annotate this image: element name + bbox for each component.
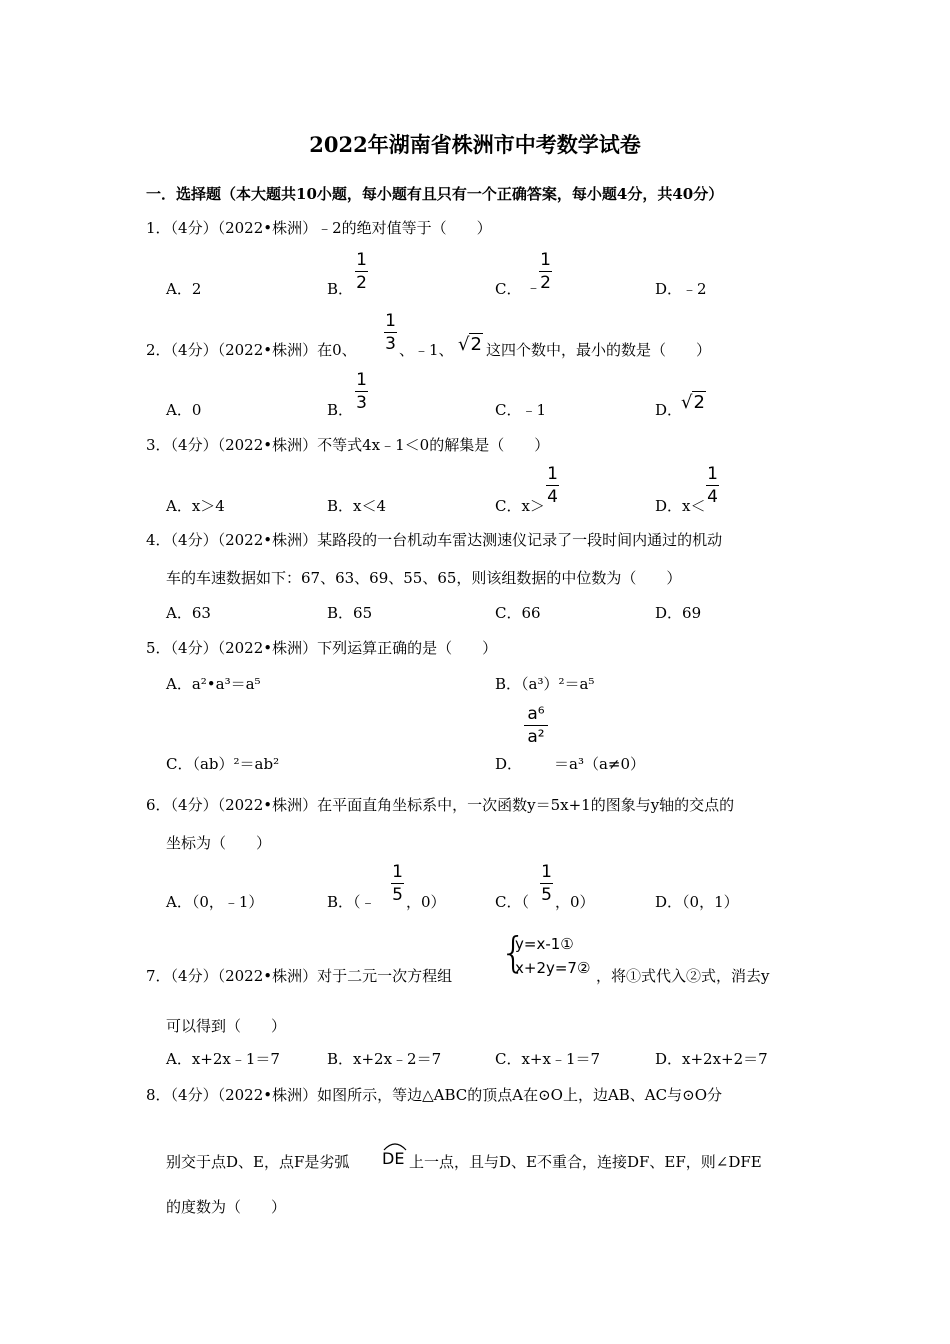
q4-option-d: D．69 [655,604,702,622]
radicand: 2 [470,334,482,355]
q5-option-d-fraction [524,705,548,746]
fraction-bar [384,332,397,333]
q3-option-c-label: C．x＞ [495,497,545,515]
q6-option-c-tail: ，0） [555,893,595,911]
q4-option-c: C．66 [495,604,541,622]
q1-option-c-label: C． [495,280,522,298]
q7-stem-line2: 可以得到（ ） [166,1017,287,1035]
numerator: 1 [392,862,403,882]
q3-option-c-fraction [546,465,559,506]
fraction-bar [391,883,404,884]
q7-option-b: B．x+2x﹣2＝7 [327,1050,442,1068]
q2-stem-fraction [384,312,397,353]
q2-option-b-fraction [355,371,368,412]
section-heading: 一．选择题（本大题共10小题，每小题有且只有一个正确答案，每小题4分，共40分） [146,185,724,203]
numerator: 1 [547,464,558,484]
q8-stem-line2-pre: 别交于点D、E，点F是劣弧 [166,1153,350,1171]
q2-option-c: C．﹣1 [495,401,547,419]
numerator: 1 [707,464,718,484]
numerator: 1 [356,250,367,270]
denominator: 4 [547,487,558,507]
q3-option-d-fraction [706,465,719,506]
q7-option-d: D．x+2x+2＝7 [655,1050,768,1068]
q5-stem: 5．（4分）（2022•株洲）下列运算正确的是（ ） [146,639,498,657]
denominator: 3 [356,393,367,413]
denominator: 5 [541,885,552,905]
fraction-bar [540,883,553,884]
q4-option-b: B．65 [327,604,373,622]
q6-stem-line2: 坐标为（ ） [166,834,272,852]
q6-option-b-label: B．（﹣ [327,893,376,911]
denominator: 3 [385,334,396,354]
q8-stem-line2-post: 上一点，且与D、E不重合，连接DF、EF，则∠DFE [409,1153,762,1171]
q8-arc-de [382,1149,404,1168]
q6-option-d: D．（0，1） [655,893,739,911]
q8-stem-line1: 8．（4分）（2022•株洲）如图所示，等边△ABC的顶点A在⊙O上，边AB、AC与⊙O分 [146,1086,722,1104]
fraction-bar [355,391,368,392]
denominator: 5 [392,885,403,905]
q2-stem-sqrt: √2 [458,334,482,355]
q7-option-a: A．x+2x﹣1＝7 [166,1050,280,1068]
denominator: 4 [707,487,718,507]
q7-system [515,932,590,980]
radicand: 2 [693,392,705,413]
numerator: 1 [540,250,551,270]
q1-option-b-label: B． [327,280,354,298]
q4-stem-line1: 4．（4分）（2022•株洲）某路段的一台机动车雷达测速仪记录了一段时间内通过的机动 [146,531,723,549]
q7-stem-pre: 7．（4分）（2022•株洲）对于二元一次方程组 [146,967,453,985]
q5-option-a: A．a²•a³＝a⁵ [166,675,261,693]
q7-system-brace: { [500,928,527,977]
q1-option-d: D．﹣2 [655,280,707,298]
q2-option-a: A．0 [166,401,202,419]
q7-system-line1: y=x-1① [515,935,574,953]
numerator: 1 [541,862,552,882]
page-title: 2022年湖南省株洲市中考数学试卷 [309,132,641,157]
denominator: 2 [356,273,367,293]
q6-option-b-fraction [391,863,404,904]
q4-option-a: A．63 [166,604,211,622]
q3-option-b: B．x＜4 [327,497,387,515]
q1-option-c-sign: ﹣ [526,278,542,296]
arc-label: DE [382,1149,405,1168]
fraction-bar [539,271,552,272]
q6-stem-line1: 6．（4分）（2022•株洲）在平面直角坐标系中，一次函数y＝5x+1的图象与y轴的交点的 [146,796,735,814]
q2-option-d-label: D． [655,401,683,419]
numerator: 1 [356,370,367,390]
q6-option-a: A．（0，﹣1） [166,893,264,911]
denominator: a² [527,727,545,747]
denominator: 2 [540,273,551,293]
fraction-bar [546,485,559,486]
q2-option-b-label: B． [327,401,354,419]
q6-option-c-label: C．（ [495,893,529,911]
q1-option-a: A．2 [166,280,202,298]
q6-option-c-fraction [540,863,553,904]
q8-stem-line3: 的度数为（ ） [166,1198,287,1216]
q3-option-d-label: D．x＜ [655,497,706,515]
fraction-bar [355,271,368,272]
q1-option-b-fraction [355,251,368,292]
q6-option-b-tail: ，0） [406,893,446,911]
q2-option-d-sqrt: √2 [681,392,705,413]
q5-option-d-label: D． [495,755,523,773]
q3-option-a: A．x＞4 [166,497,225,515]
q5-option-b: B．（a³）²＝a⁵ [495,675,595,693]
q2-stem-mid: 、﹣1、 [399,341,454,359]
q2-stem-post: 这四个数中，最小的数是（ ） [486,341,712,359]
q5-option-c: C．（ab）²＝ab² [166,755,280,773]
q1-option-c-fraction [539,251,552,292]
q7-stem-post: ，将①式代入②式，消去y [596,967,770,985]
q5-option-d-tail: ＝a³（a≠0） [554,755,646,773]
q7-option-c: C．x+x﹣1＝7 [495,1050,601,1068]
q2-stem-pre: 2．（4分）（2022•株洲）在0、 [146,341,357,359]
fraction-bar [524,725,548,726]
q3-stem: 3．（4分）（2022•株洲）不等式4x﹣1＜0的解集是（ ） [146,436,550,454]
fraction-bar [706,485,719,486]
numerator: 1 [385,311,396,331]
q1-stem: 1．（4分）（2022•株洲）﹣2的绝对值等于（ ） [146,219,492,237]
q4-stem-line2: 车的车速数据如下：67、63、69、55、65，则该组数据的中位数为（ ） [166,569,682,587]
q7-system-line2: x+2y=7② [515,959,591,977]
arc-mark-icon [382,1141,408,1151]
numerator: a⁶ [527,704,545,724]
